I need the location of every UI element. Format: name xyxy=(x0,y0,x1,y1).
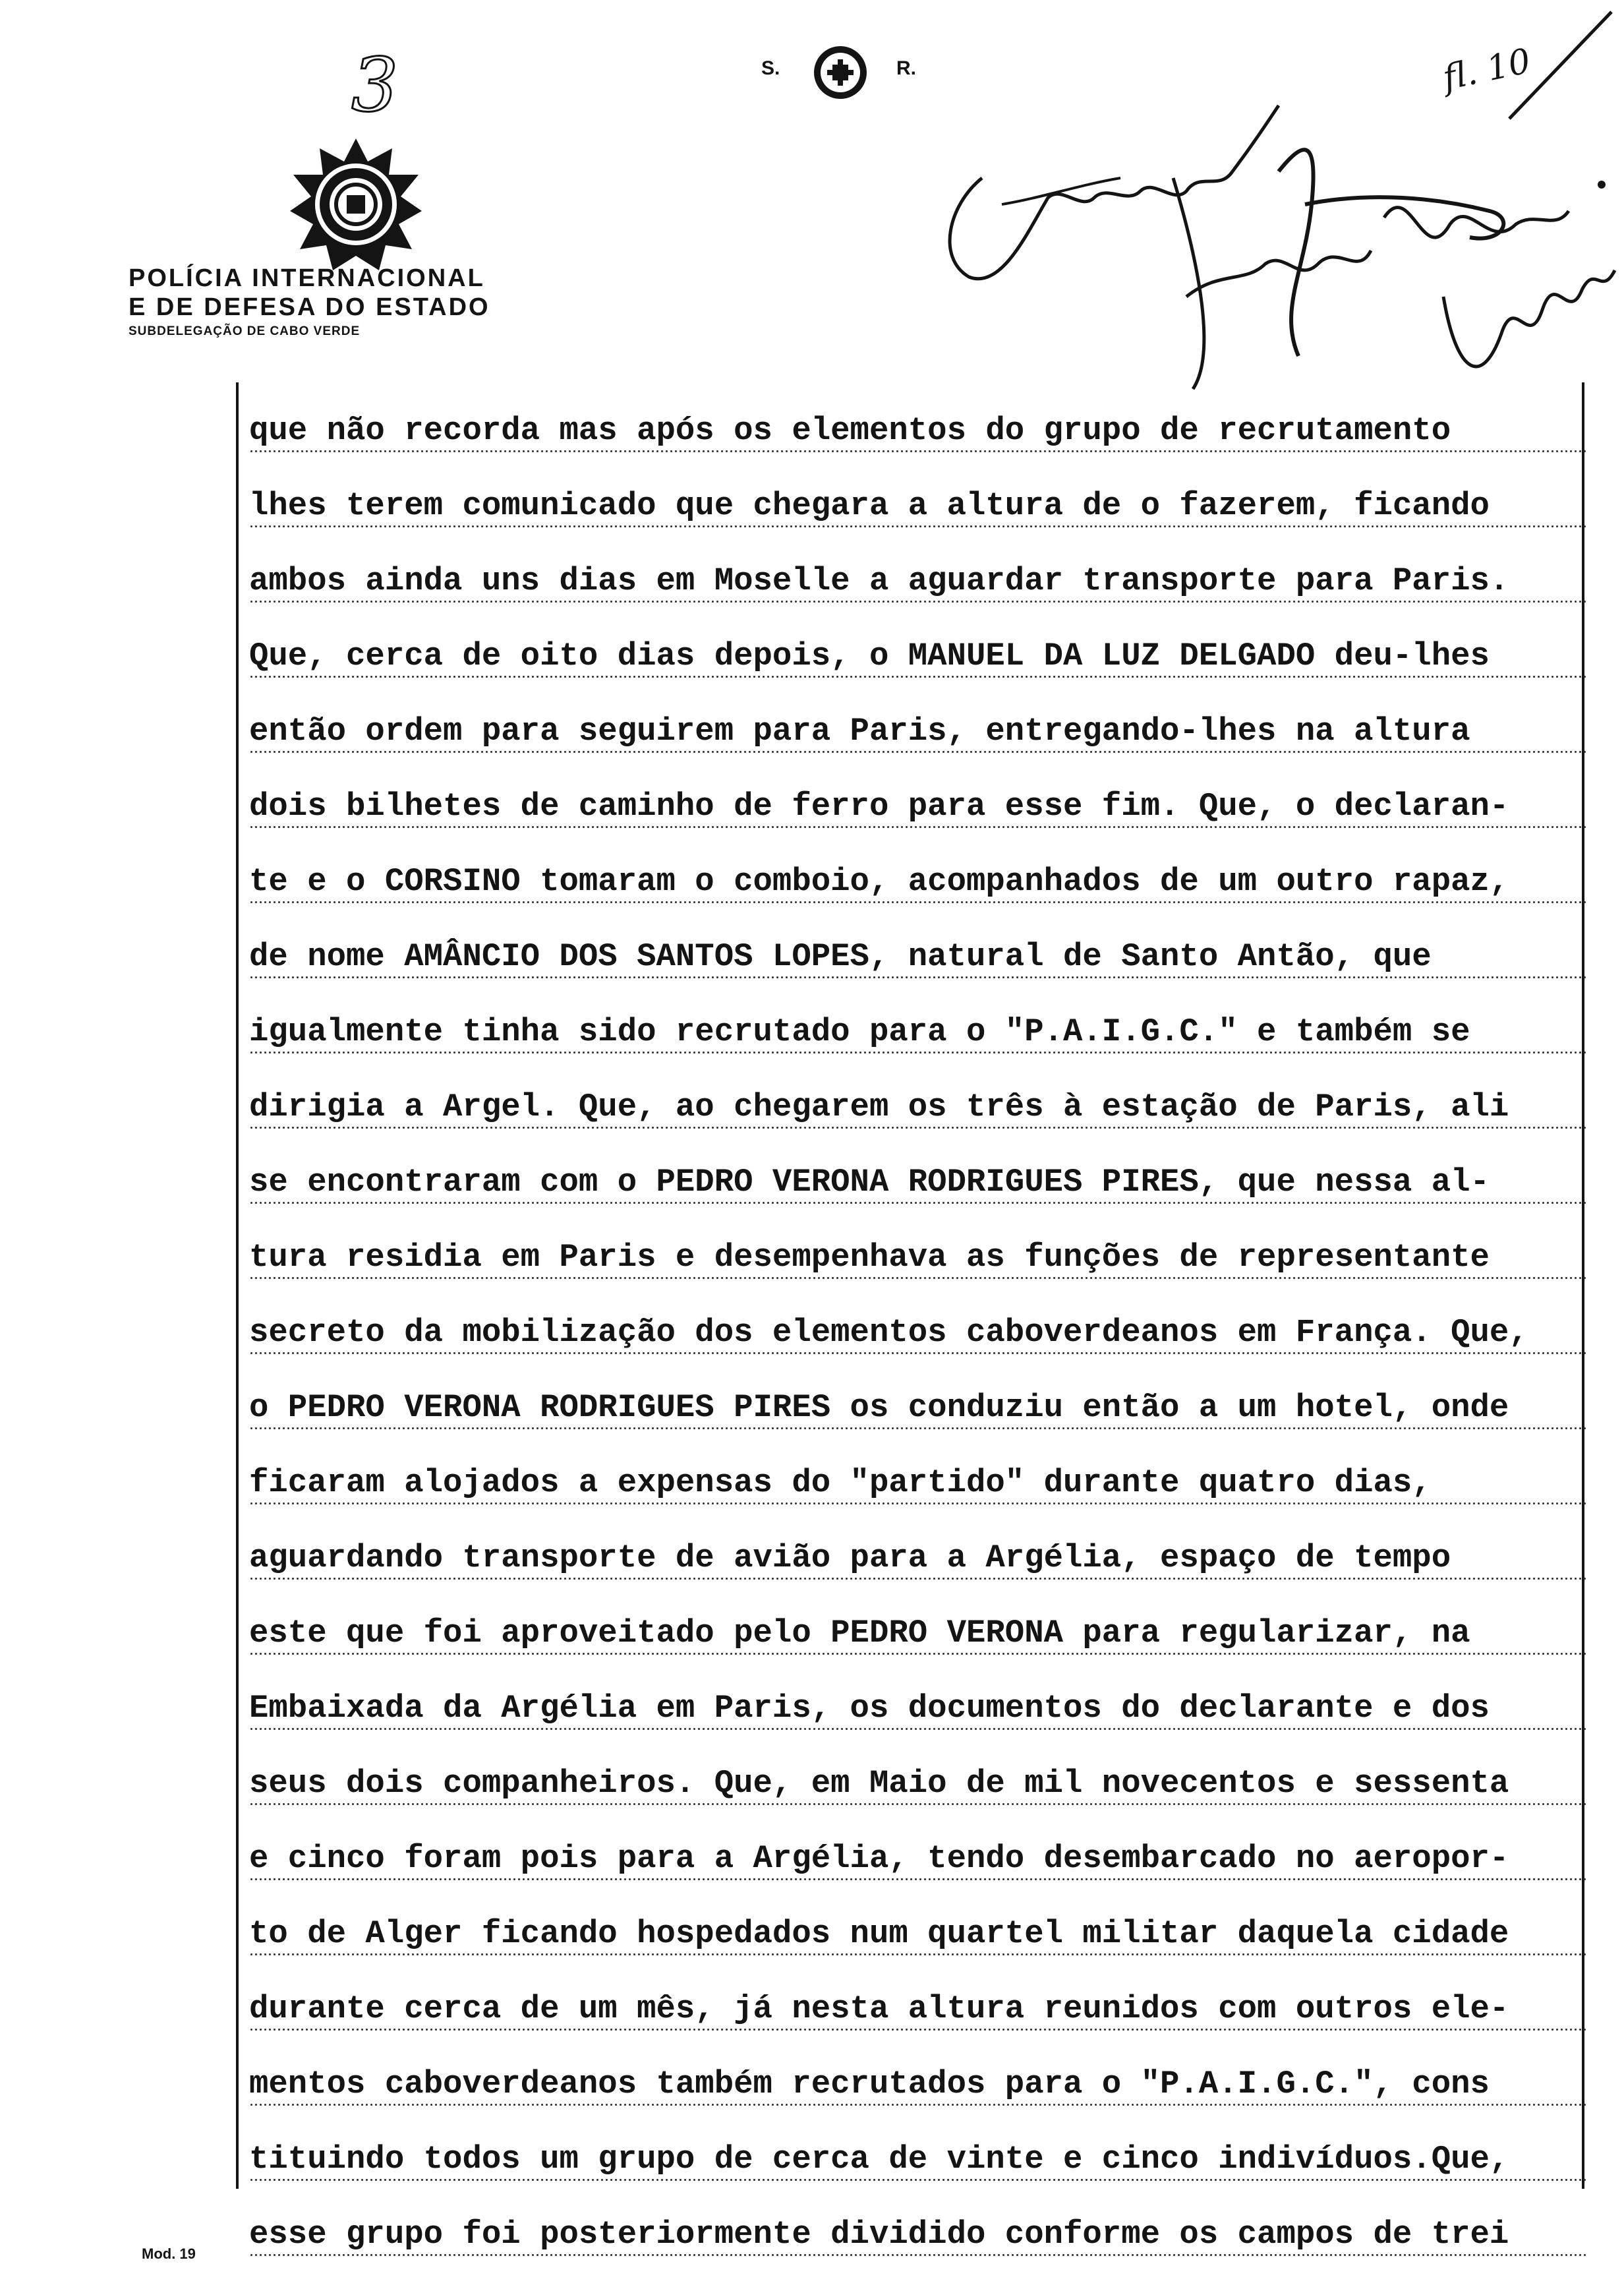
organization-name-line1: POLÍCIA INTERNACIONAL xyxy=(129,264,485,292)
body-line: lhes terem comunicado que chegara a altura de o fazerem, ficando xyxy=(249,468,1587,543)
form-code: Mod. 19 xyxy=(142,2245,196,2262)
body-line: que não recorda mas após os elementos do grupo de recrutamento xyxy=(249,393,1587,468)
handwritten-signatures xyxy=(910,99,1621,409)
seal-letter-r: R. xyxy=(896,57,916,79)
body-line: se encontraram com o PEDRO VERONA RODRIGUES PIRES, que nessa al- xyxy=(249,1144,1587,1220)
body-line: tituindo todos um grupo de cerca de vinte e cinco indivíduos.Que, xyxy=(249,2122,1587,2197)
body-line: de nome AMÂNCIO DOS SANTOS LOPES, natural de Santo Antão, que xyxy=(249,919,1587,994)
organization-name-line2: E DE DEFESA DO ESTADO xyxy=(129,293,490,321)
body-line: então ordem para seguirem para Paris, entregando-lhes na altura xyxy=(249,694,1587,769)
body-line: tura residia em Paris e desempenhava as funções de representante xyxy=(249,1220,1587,1295)
body-line: igualmente tinha sido recrutado para o "P.A.I.G.C." e também se xyxy=(249,994,1587,1069)
body-line: Embaixada da Argélia em Paris, os documentos do declarante e dos xyxy=(249,1671,1587,1746)
body-line: to de Alger ficando hospedados num quartel militar daquela cidade xyxy=(249,1896,1587,1971)
body-line: Que, cerca de oito dias depois, o MANUEL DA LUZ DELGADO deu-lhes xyxy=(249,618,1587,694)
body-line: e cinco foram pois para a Argélia, tendo desembarcado no aeropor- xyxy=(249,1821,1587,1896)
body-line: esse grupo foi posteriormente dividido conforme os campos de trei xyxy=(249,2197,1587,2272)
typed-body xyxy=(249,393,1587,2272)
body-line: durante cerca de um mês, já nesta altura reunidos com outros ele- xyxy=(249,1971,1587,2046)
organization-header xyxy=(129,264,550,342)
small-seal-icon xyxy=(801,36,880,109)
page-number-handwritten xyxy=(346,38,399,124)
body-line: mentos caboverdeanos também recrutados para o "P.A.I.G.C.", cons xyxy=(249,2046,1587,2122)
top-seal xyxy=(761,36,933,109)
body-line: ambos ainda uns dias em Moselle a aguardar transporte para Paris. xyxy=(249,543,1587,618)
organization-subtitle: SUBDELEGAÇÃO DE CABO VERDE xyxy=(129,324,361,338)
folio-annotation-text: fl. 10 xyxy=(1439,41,1534,99)
body-line: secreto da mobilização dos elementos caboverdeanos em França. Que, xyxy=(249,1295,1587,1370)
body-line: te e o CORSINO tomaram o comboio, acompanhados de um outro rapaz, xyxy=(249,844,1587,919)
body-line: dois bilhetes de caminho de ferro para esse fim. Que, o declaran- xyxy=(249,769,1587,844)
body-line: dirigia a Argel. Que, ao chegarem os três à estação de Paris, ali xyxy=(249,1069,1587,1144)
body-line: seus dois companheiros. Que, em Maio de mil novecentos e sessenta xyxy=(249,1746,1587,1821)
left-margin-rule xyxy=(236,382,239,2189)
body-line: este que foi aproveitado pelo PEDRO VERONA para regularizar, na xyxy=(249,1595,1587,1671)
body-line: o PEDRO VERONA RODRIGUES PIRES os conduziu então a um hotel, onde xyxy=(249,1370,1587,1445)
pide-emblem-icon xyxy=(264,135,448,274)
page-number-text: 3 xyxy=(351,43,399,124)
body-line: aguardando transporte de avião para a Argélia, espaço de tempo xyxy=(249,1520,1587,1595)
body-line: ficaram alojados a expensas do "partido" durante quatro dias, xyxy=(249,1445,1587,1520)
seal-letter-s: S. xyxy=(761,57,780,79)
